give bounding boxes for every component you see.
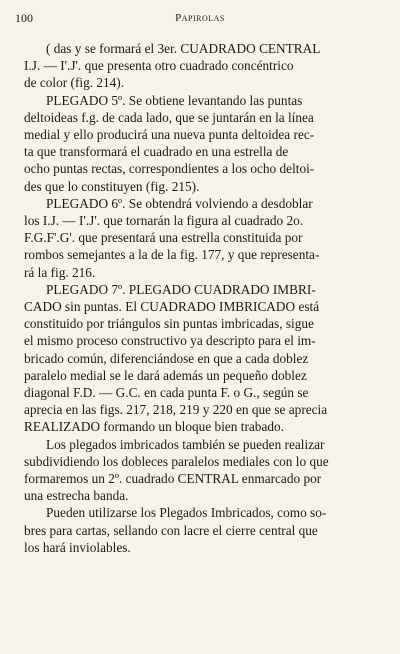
text-line: rá la fig. 216.: [24, 264, 96, 280]
text-line: paralelo medial se le dará además un pequeño doblez: [24, 367, 307, 383]
text-line: una estrecha banda.: [24, 488, 129, 504]
text-line: REALIZADO formando un bloque bien trabado.: [24, 419, 284, 435]
text-line: Los plegados imbricados también se pueden realizar: [46, 436, 325, 452]
text-line: constituido por triángulos sin puntas imbricadas, sigue: [24, 316, 314, 332]
text-line: el mismo proceso constructivo ya descripto para el im-: [24, 333, 316, 349]
text-line: aprecia en las figs. 217, 218, 219 y 220 en que se aprecia: [24, 402, 328, 418]
text-line: ta que transformará el cuadrado en una estrella de: [24, 144, 289, 160]
text-line: ( das y se formará el 3er. CUADRADO CENTRAL: [46, 41, 321, 56]
text-line: los hará inviolables.: [24, 539, 131, 555]
text-line: I.J. — I'.J'. que presenta otro cuadrado concéntrico: [24, 58, 294, 74]
text-line: PLEGADO 6º. Se obtendrá volviendo a desdoblar: [46, 195, 313, 211]
text-line: bres para cartas, sellando con lacre el cierre central que: [24, 522, 318, 538]
text-line: de color (fig. 214).: [24, 75, 125, 91]
text-line: bricado común, diferenciándose en que a cada doblez: [24, 350, 309, 366]
body-text: [24, 40, 386, 556]
page-header: [15, 11, 385, 27]
text-line: Pueden utilizarse los Plegados Imbricados, como so-: [46, 505, 327, 521]
text-line: deltoideas f.g. de cada lado, que se juntarán en la línea: [24, 109, 314, 125]
running-title: Papirolas: [175, 12, 225, 24]
text-line: los I.J. — I'.J'. que tornarán la figura al cuadrado 2o.: [24, 213, 304, 229]
text-line: CADO sin puntas. El CUADRADO IMBRICADO está: [24, 299, 320, 315]
page-number: 100: [15, 11, 33, 25]
text-line: PLEGADO 5º. Se obtiene levantando las puntas: [46, 92, 303, 108]
text-line: PLEGADO 7º. PLEGADO CUADRADO IMBRI-: [46, 281, 316, 297]
text-line: F.G.F'.G'. que presentará una estrella constituida por: [24, 230, 303, 246]
text-line: medial y ello producirá una nueva punta deltoidea rec-: [24, 127, 315, 143]
text-line: des que lo constituyen (fig. 215).: [24, 178, 200, 194]
text-line: ocho puntas rectas, correspondientes a los ocho deltoi-: [24, 161, 315, 177]
text-line: formaremos un 2º. cuadrado CENTRAL enmarcado por: [24, 471, 322, 487]
text-line: diagonal F.D. — G.C. en cada punta F. o G., según se: [24, 385, 309, 401]
text-line: subdividiendo los dobleces paralelos mediales con lo que: [24, 453, 329, 469]
text-line: rombos semejantes a la de la fig. 177, y que representa-: [24, 247, 320, 263]
